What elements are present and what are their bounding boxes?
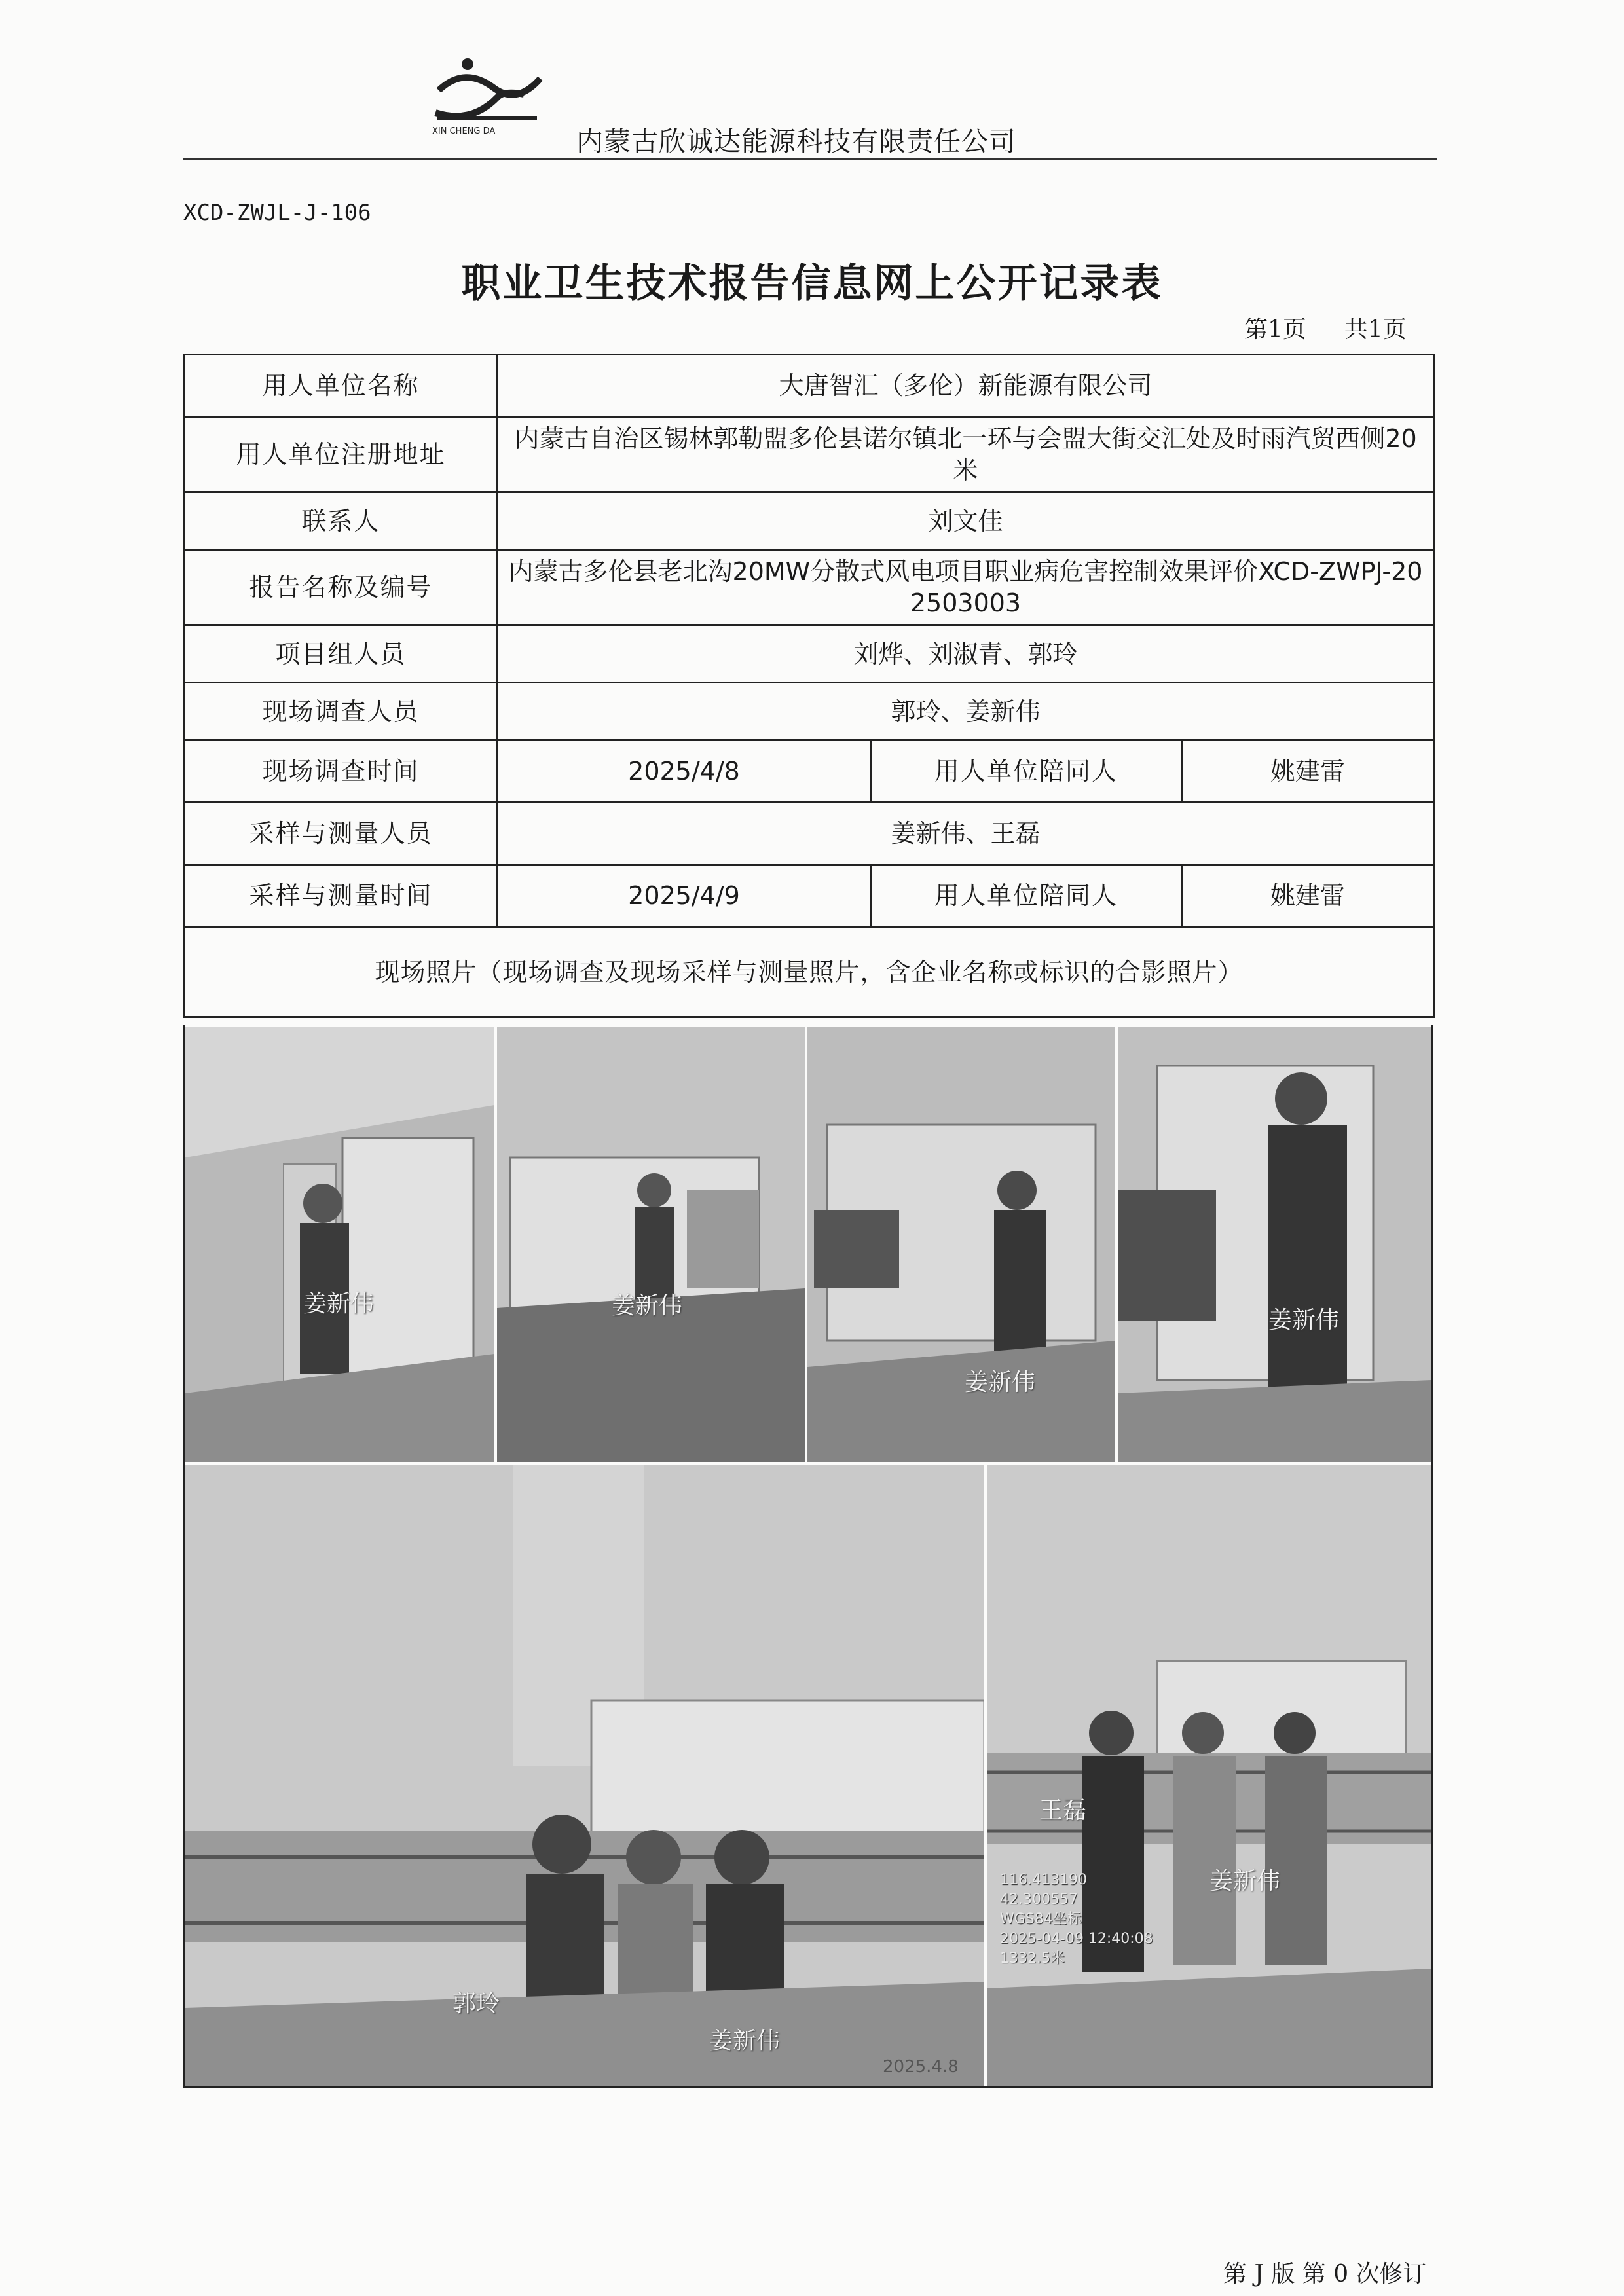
table-row <box>185 355 1434 417</box>
logo-text: XIN CHENG DA <box>432 126 496 136</box>
table-row <box>185 927 1434 1017</box>
survey-time-label: 现场调查时间 <box>185 740 498 803</box>
page-title: 职业卫生技术报告信息网上公开记录表 <box>461 261 1163 306</box>
survey-staff-value: 郭玲、姜新伟 <box>498 683 1434 740</box>
photo-3-watermark: 姜新伟 <box>965 1369 1036 1396</box>
report-value: 内蒙古多伦县老北沟20MW分散式风电项目职业病危害控制效果评价XCD-ZWPJ-202503003 <box>498 550 1434 625</box>
sampling-escort-value: 姚建雷 <box>1182 865 1434 927</box>
company-logo-icon <box>426 52 557 137</box>
photo-6-gps-line: 42.300557 <box>1000 1891 1078 1908</box>
photo-4-scene <box>1118 1027 1431 1462</box>
photo-6-watermark-a: 王磊 <box>1039 1797 1087 1824</box>
company-name: 内蒙古欣诚达能源科技有限责任公司 <box>576 126 1016 157</box>
site-photo-1 <box>185 1027 494 1462</box>
page-info <box>1244 311 1407 344</box>
table-row <box>185 683 1434 740</box>
header-divider <box>183 158 1437 160</box>
site-photo-2 <box>497 1027 805 1462</box>
table-row <box>185 550 1434 625</box>
photo-5-watermark-b: 姜新伟 <box>709 2028 781 2054</box>
page-current: 第1页 <box>1244 316 1306 343</box>
photo-2-scene <box>497 1027 805 1462</box>
photo-2-watermark: 姜新伟 <box>612 1292 683 1319</box>
report-label: 报告名称及编号 <box>185 550 498 625</box>
table-row <box>185 803 1434 865</box>
contact-label: 联系人 <box>185 492 498 550</box>
table-row <box>185 417 1434 492</box>
survey-time-value: 2025/4/8 <box>498 740 871 803</box>
photo-6-gps-line: WGS84坐标 <box>1000 1911 1082 1927</box>
table-row <box>185 740 1434 803</box>
table-row <box>185 865 1434 927</box>
photo-caption: 现场照片（现场调查及现场采样与测量照片，含企业名称或标识的合影照片） <box>185 927 1434 1017</box>
address-value: 内蒙古自治区锡林郭勒盟多伦县诺尔镇北一环与会盟大街交汇处及时雨汽贸西侧20米 <box>498 417 1434 492</box>
survey-escort-value: 姚建雷 <box>1182 740 1434 803</box>
survey-escort-label: 用人单位陪同人 <box>871 740 1182 803</box>
photo-4-watermark: 姜新伟 <box>1268 1307 1340 1334</box>
document-code: XCD-ZWJL-J-106 <box>183 200 371 226</box>
photo-5-scene <box>185 1465 984 2086</box>
photo-5-watermark-a: 郭玲 <box>452 1990 500 2017</box>
group-photo-2 <box>987 1465 1431 2086</box>
photo-1-scene <box>185 1027 494 1462</box>
photo-3-scene <box>807 1027 1115 1462</box>
photo-5-date: 2025.4.8 <box>883 2057 959 2077</box>
group-photo-1 <box>185 1465 984 2086</box>
photo-6-gps-line: 2025-04-09 12:40:08 <box>1000 1931 1153 1947</box>
survey-staff-label: 现场调查人员 <box>185 683 498 740</box>
employer-name: 大唐智汇（多伦）新能源有限公司 <box>498 355 1434 417</box>
team-label: 项目组人员 <box>185 625 498 683</box>
table-row <box>185 492 1434 550</box>
photo-6-gps-overlay <box>1000 1870 1153 1969</box>
table-row <box>185 625 1434 683</box>
photo-1-watermark: 姜新伟 <box>303 1290 375 1317</box>
employer-name-label: 用人单位名称 <box>185 355 498 417</box>
site-photo-3 <box>807 1027 1115 1462</box>
sampling-escort-label: 用人单位陪同人 <box>871 865 1182 927</box>
record-table <box>183 354 1435 1018</box>
site-photo-4 <box>1118 1027 1431 1462</box>
photo-6-gps-line: 1332.5米 <box>1000 1950 1065 1967</box>
contact-value: 刘文佳 <box>498 492 1434 550</box>
address-label: 用人单位注册地址 <box>185 417 498 492</box>
sampling-staff-value: 姜新伟、王磊 <box>498 803 1434 865</box>
sampling-time-value: 2025/4/9 <box>498 865 871 927</box>
photo-6-gps-line: 116.413190 <box>1000 1872 1087 1888</box>
photo-6-scene <box>987 1465 1431 2086</box>
sampling-staff-label: 采样与测量人员 <box>185 803 498 865</box>
company-logo <box>426 52 557 137</box>
revision-footer: 第 J 版 第 0 次修订 <box>1223 2261 1427 2287</box>
sampling-time-label: 采样与测量时间 <box>185 865 498 927</box>
photo-6-watermark-b: 姜新伟 <box>1209 1868 1281 1895</box>
page-total: 共1页 <box>1344 316 1407 343</box>
team-value: 刘烨、刘淑青、郭玲 <box>498 625 1434 683</box>
